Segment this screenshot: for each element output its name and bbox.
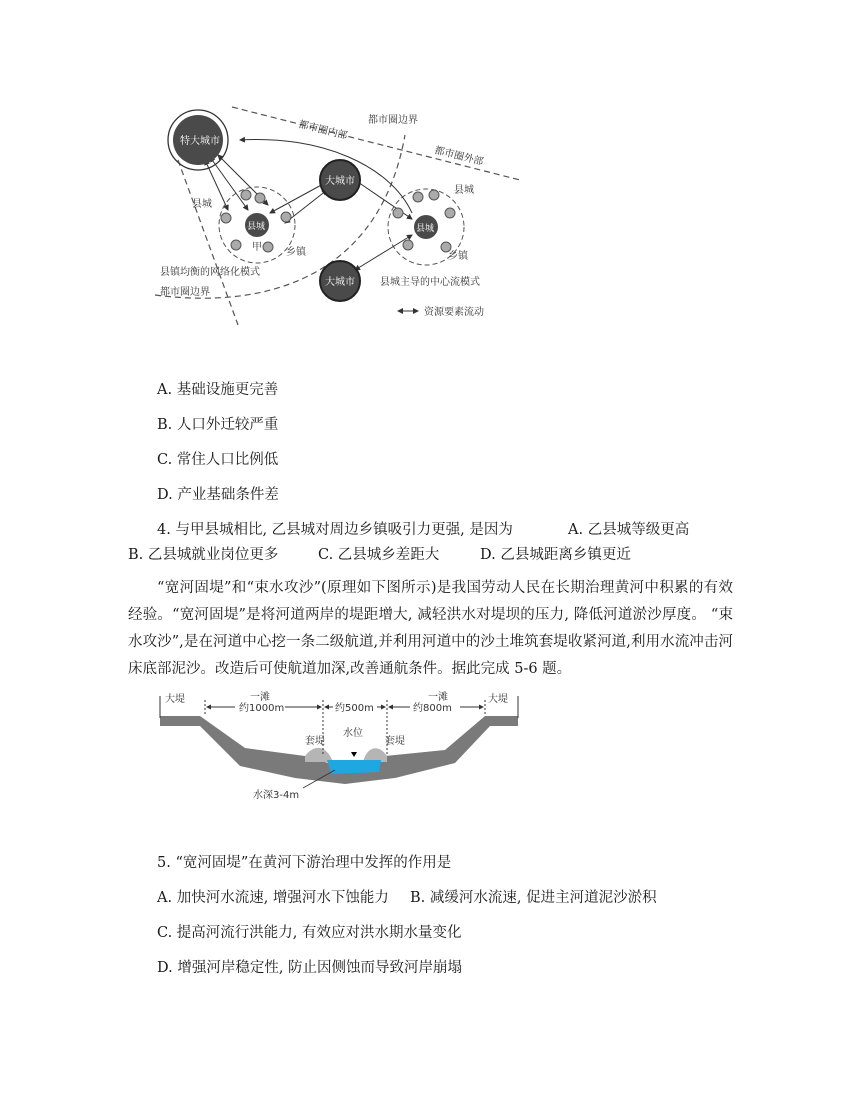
q5-option-a: A. 加快河水流速, 增强河水下蚀能力 (157, 890, 389, 906)
river-cross-section-diagram (155, 688, 525, 803)
q4-option-d: D. 乙县城距离乡镇更近 (480, 547, 631, 563)
legend-flow-label: 资源要素流动 (424, 307, 484, 318)
water-level-label: 水位 (343, 728, 363, 739)
beach-right-width: 约800m (413, 703, 452, 714)
q3-option-a: A. 基础设施更完善 (157, 382, 279, 398)
q4-option-c: C. 乙县城乡差距大 (318, 547, 440, 563)
dike-left-label: 大堤 (165, 694, 185, 705)
intro-paragraph: “宽河固堤”和“束水攻沙”(原理如下图所示)是我国劳动人民在长期治理黄河中积累的有效经验。“宽河固堤”是将河道两岸的堤距增大, 减轻洪水对堤坝的压力, 降低河道淤沙厚度。 “束水攻沙”,是在河道中心挖一条二级航道,并利用河道中的沙土堆筑套堤收紧河道,利用水流冲击河床底部泥沙。改造后可使航道加深,改善通航条件。据此完成 5-6 题。 (128, 580, 733, 677)
big-city-label: 大城市 (325, 277, 355, 288)
county-b-label: 县城 (416, 224, 435, 234)
county-side-label: 县城 (454, 185, 474, 196)
big-city-label: 大城市 (325, 176, 355, 187)
beach-right-label: 一滩 (428, 692, 448, 703)
mega-city-label: 特大城市 (180, 136, 220, 147)
beach-left-label: 一滩 (250, 692, 270, 703)
q3-option-b: B. 人口外迁较严重 (157, 417, 279, 433)
q3-option-c: C. 常住人口比例低 (157, 452, 279, 468)
town-label: 乡镇 (286, 247, 306, 258)
metro-boundary-bottom-label: 都市圈边界 (160, 287, 210, 298)
metro-boundary-label: 都市圈边界 (368, 115, 418, 126)
center-width: 约500m (335, 703, 374, 714)
sleeve-dike-label: 套堤 (385, 736, 405, 747)
water-depth-label: 水深3-4m (253, 790, 300, 801)
county-a-label: 县城 (247, 222, 266, 232)
county-a-mark: 甲 (252, 242, 262, 253)
q5-stem: 5. “宽河固堤”在黄河下游治理中发挥的作用是 (157, 855, 452, 871)
q5-option-d: D. 增强河岸稳定性, 防止因侧蚀而导致河岸崩塌 (157, 960, 463, 976)
q4-stem: 4. 与甲县城相比, 乙县城对周边乡镇吸引力更强, 是因为 (157, 522, 513, 538)
network-mode-label: 县镇均衡的网络化模式 (160, 267, 260, 278)
q5-option-c: C. 提高河流行洪能力, 有效应对洪水期水量变化 (157, 925, 462, 941)
metro-inner-label: 都市圈内部 (297, 119, 349, 143)
county-side-label: 县城 (192, 199, 212, 210)
urban-system-diagram (150, 95, 530, 330)
sleeve-dike-label: 套堤 (305, 736, 325, 747)
q4-option-a: A. 乙县城等级更高 (568, 522, 690, 538)
county-b-mark: 乙 (422, 239, 432, 250)
q5-option-b: B. 减缓河水流速, 促进主河道泥沙淤积 (410, 890, 657, 906)
q4-option-b: B. 乙县城就业岗位更多 (128, 547, 279, 563)
central-mode-label: 县城主导的中心流模式 (380, 277, 480, 288)
beach-left-width: 约1000m (239, 703, 285, 714)
q3-option-d: D. 产业基础条件差 (157, 487, 279, 503)
dike-right-label: 大堤 (488, 694, 508, 705)
metro-outer-label: 都市圈外部 (433, 145, 485, 169)
town-label: 乡镇 (448, 251, 468, 262)
